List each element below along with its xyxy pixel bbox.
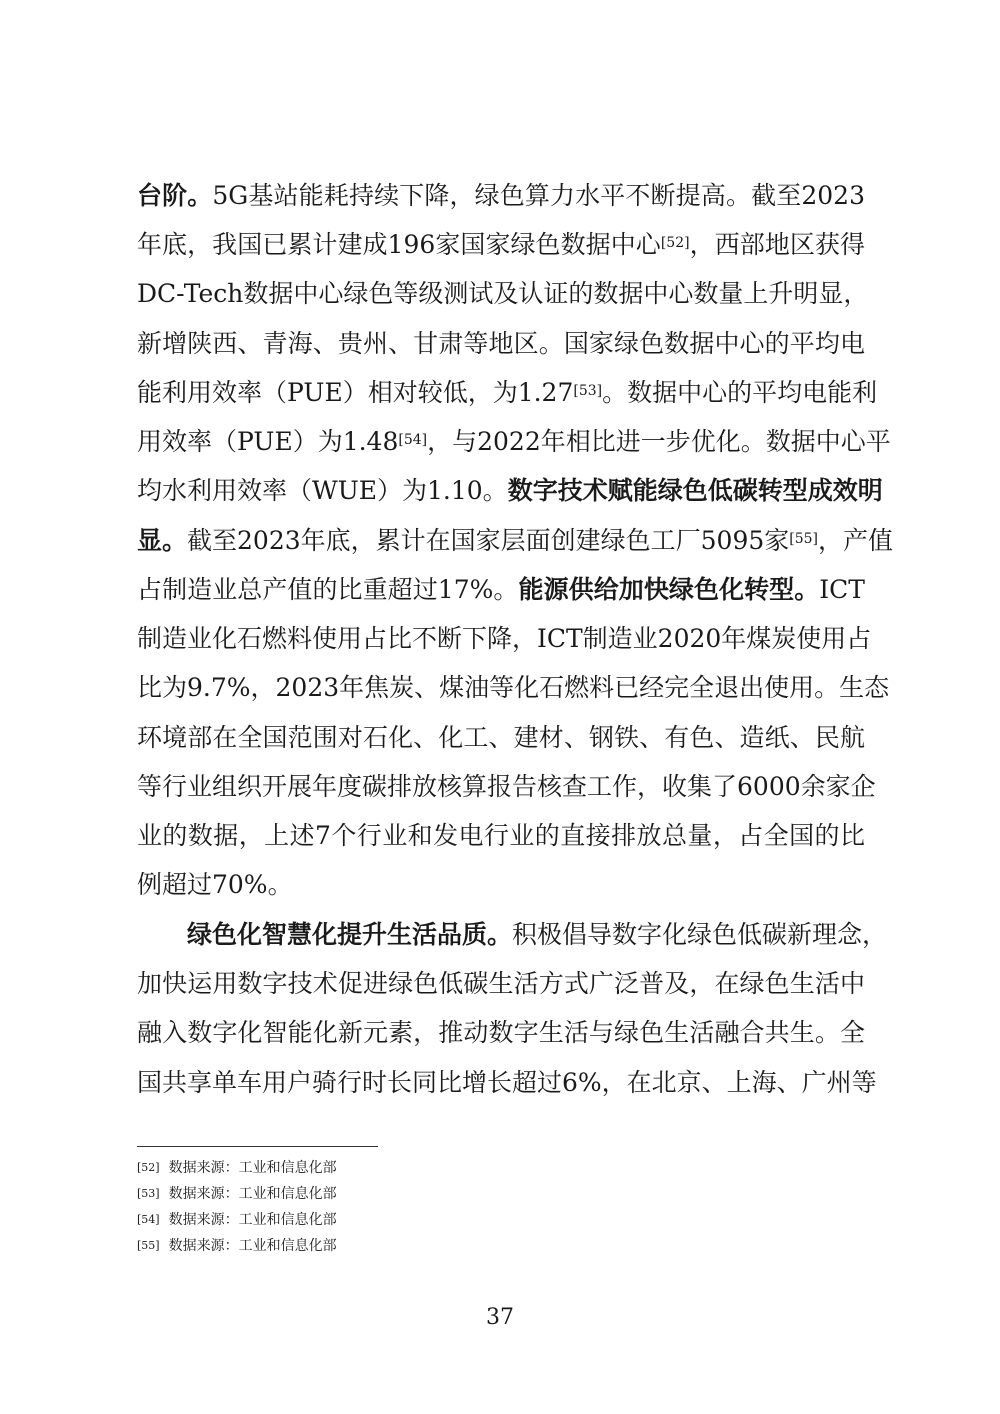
footnote-ref: [55]	[789, 531, 819, 547]
footnote-ref: [54]	[398, 432, 428, 448]
text-line: 年底，我国已累计建成196家国家绿色数据中心[52]，西部地区获得	[137, 230, 865, 259]
text-line: 环境部在全国范围对石化、化工、建材、钢铁、有色、造纸、民航	[137, 723, 865, 752]
bold-heading: 绿色化智慧化提升生活品质。	[187, 920, 513, 949]
text-line: 能利用效率（PUE）相对较低，为1.27[53]。数据中心的平均电能利	[137, 378, 878, 407]
bold-heading: 数字技术赋能绿色低碳转型成效明	[507, 476, 883, 505]
text-line: 加快运用数字技术促进绿色低碳生活方式广泛普及，在绿色生活中	[137, 969, 865, 998]
bold-heading: 台阶。	[137, 181, 213, 210]
text-line: 占制造业总产值的比重超过17%。能源供给加快绿色化转型。ICT	[137, 575, 865, 604]
footnote-divider	[137, 1146, 378, 1147]
text-line: 绿色化智慧化提升生活品质。积极倡导数字化绿色低碳新理念，	[187, 920, 888, 949]
text-line: 等行业组织开展年度碳排放核算报告核查工作，收集了6000余家企	[137, 772, 876, 801]
text-line: 制造业化石燃料使用占比不断下降，ICT制造业2020年煤炭使用占	[137, 624, 872, 653]
text-line: 业的数据，上述7个行业和发电行业的直接排放总量，占全国的比	[137, 821, 865, 850]
bold-heading: 显。	[137, 526, 188, 555]
text-line: 新增陕西、青海、贵州、甘肃等地区。国家绿色数据中心的平均电	[137, 329, 865, 358]
text-line: DC-Tech数据中心绿色等级测试及认证的数据中心数量上升明显，	[137, 279, 869, 308]
text-line: 融入数字化智能化新元素，推动数字生活与绿色生活融合共生。全	[137, 1018, 865, 1047]
text-line: 国共享单车用户骑行时长同比增长超过6%，在北京、上海、广州等	[137, 1068, 877, 1097]
footnote-ref: [52]	[660, 235, 690, 251]
text-line: 比为9.7%，2023年焦炭、煤油等化石燃料已经完全退出使用。生态	[137, 673, 890, 702]
footnote-ref: [53]	[573, 383, 603, 399]
text-line: 显。截至2023年底，累计在国家层面创建绿色工厂5095家[55]，产值	[137, 526, 894, 555]
footnote: [53] 数据来源：工业和信息化部	[137, 1186, 337, 1202]
text-line: 均水利用效率（WUE）为1.10。数字技术赋能绿色低碳转型成效明	[137, 476, 883, 505]
text-line: 例超过70%。	[137, 870, 293, 899]
footnote: [54] 数据来源：工业和信息化部	[137, 1212, 337, 1228]
bold-heading: 能源供给加快绿色化转型。	[518, 575, 820, 604]
footnote: [55] 数据来源：工业和信息化部	[137, 1238, 337, 1254]
footnote: [52] 数据来源：工业和信息化部	[137, 1160, 337, 1176]
text-line: 用效率（PUE）为1.48[54]，与2022年相比进一步优化。数据中心平	[137, 427, 891, 456]
page-number: 37	[486, 1305, 514, 1330]
text-line: 台阶。5G基站能耗持续下降，绿色算力水平不断提高。截至2023	[137, 181, 865, 210]
